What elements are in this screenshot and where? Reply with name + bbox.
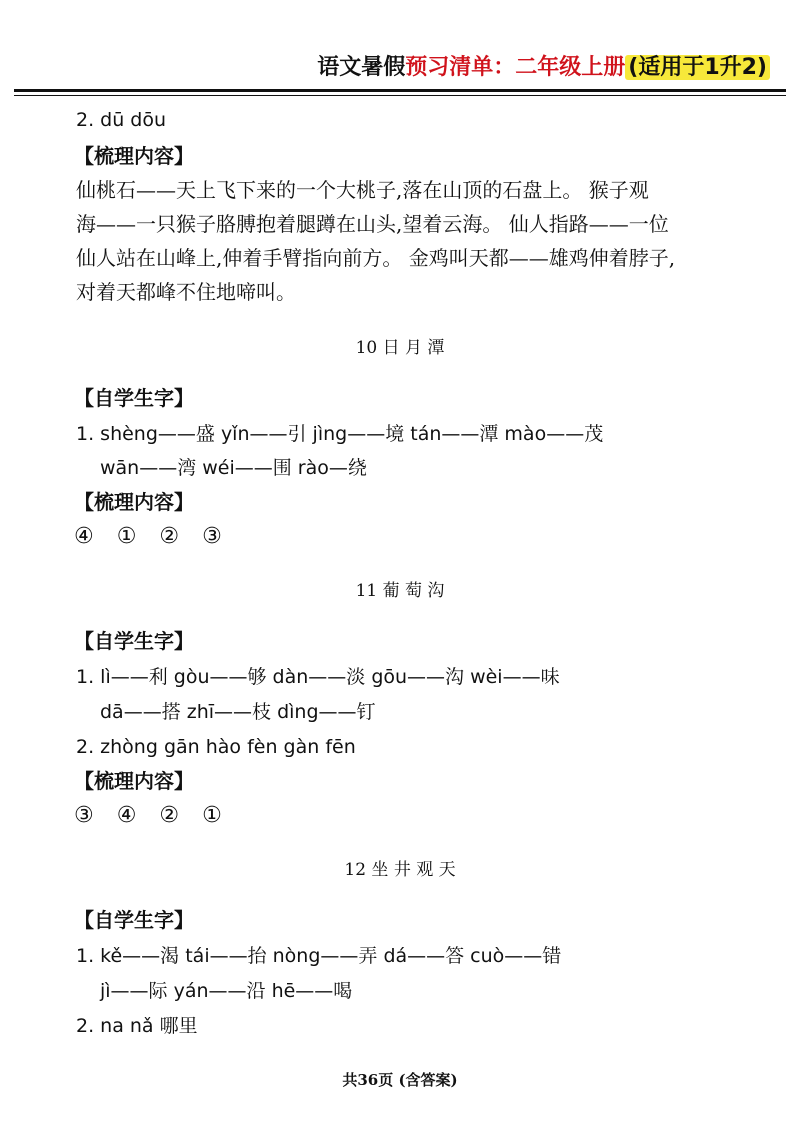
header-rule-thin [14,95,786,96]
lesson-10-title: 10 日 月 潭 [355,338,445,358]
header-title-badge: (适用于1升2) [625,55,770,80]
lesson-12-pinyin-line: 2. na nǎ 哪里 [76,1015,198,1037]
lesson-10-characters-line1: 1. shèng——盛 yǐn——引 jìng——境 tán——潭 mào——茂 [76,423,604,445]
lesson-11-pinyin-line: 2. zhòng gān hào fèn gàn fēn [76,736,356,758]
lesson-12-characters-line1: 1. kě——渴 tái——抬 nòng——弄 dá——答 cuò——错 [76,945,562,967]
lesson-10-characters-line2: wān——湾 wéi——围 rào—绕 [100,457,367,479]
lesson-11-order-answer: ③ ④ ② ① [74,803,230,828]
lesson-10-section-characters: 【自学生字】 [74,386,194,410]
page-footer: 共36页 (含答案) [342,1071,458,1089]
answer-2-pinyin: 2. dū dōu [76,109,167,131]
lesson-12-characters-line2: jì——际 yán——沿 hē——喝 [100,980,353,1002]
paragraph-line: 海——一只猴子胳膊抱着腿蹲在山头,望着云海。 仙人指路——一位 [76,212,669,236]
lesson-11-characters-line1: 1. lì——利 gòu——够 dàn——淡 gōu——沟 wèi——味 [76,666,560,688]
page-header-title [317,52,770,84]
lesson-11-section-sorting: 【梳理内容】 [74,769,194,793]
lesson-12-section-characters: 【自学生字】 [74,908,194,932]
paragraph-line: 对着天都峰不住地啼叫。 [76,280,296,304]
section-label-sorting: 【梳理内容】 [74,144,194,168]
lesson-11-characters-line2: dā——搭 zhī——枝 dìng——钉 [100,701,376,723]
paragraph-line: 仙人站在山峰上,伸着手臂指向前方。 金鸡叫天都——雄鸡伸着脖子, [76,246,676,270]
lesson-11-title: 11 葡 萄 沟 [355,581,445,601]
lesson-10-order-answer: ④ ① ② ③ [74,524,230,549]
header-title-part2: 预习清单：二年级上册 [405,55,626,80]
lesson-11-section-characters: 【自学生字】 [74,629,194,653]
lesson-12-title: 12 坐 井 观 天 [344,860,456,880]
header-title-part1: 语文暑假 [317,55,406,80]
header-rule-thick [14,89,786,92]
paragraph-line: 仙桃石——天上飞下来的一个大桃子,落在山顶的石盘上。 猴子观 [76,178,649,202]
lesson-10-section-sorting: 【梳理内容】 [74,490,194,514]
